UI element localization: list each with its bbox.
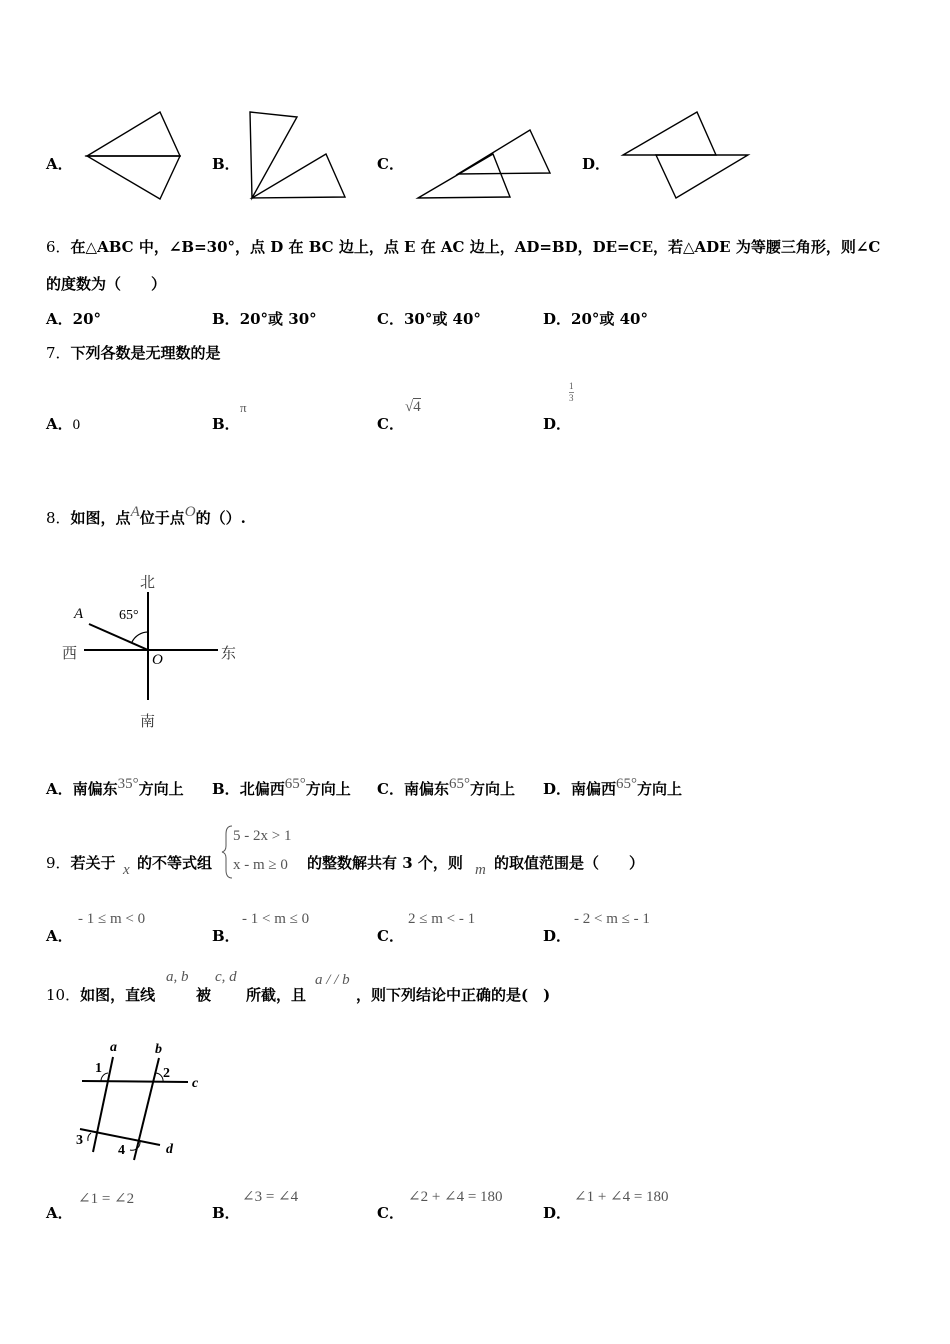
q10-stem-suffix: ，则下列结论中正确的是( ) — [356, 986, 551, 1004]
q7-stem-text: 下列各数是无理数的是 — [70, 344, 221, 362]
q10-stem-mid2: 所截，且 — [246, 986, 307, 1004]
q9-number: 9． — [46, 854, 71, 872]
q6-option-d: D．20°或 40° — [543, 310, 648, 328]
q8-point-a: A — [130, 504, 140, 520]
q8-label-a: A — [74, 606, 84, 622]
q8-option-b: B．北偏西65°方向上 — [212, 776, 351, 798]
q10-stem-mid: 被 — [196, 986, 212, 1004]
q7-option-c-radicand: 4 — [413, 399, 421, 415]
q6-option-c: C．30°或 40° — [377, 310, 481, 328]
q8-label-angle: 65° — [119, 608, 139, 623]
q9-var-m: m — [475, 862, 486, 878]
q9-system-line2: x - m ≥ 0 — [233, 857, 288, 873]
q8-label-west: 西 — [62, 644, 78, 662]
q10-option-b-expr: ∠3 = ∠4 — [242, 1189, 299, 1205]
q5-option-d-letter: D． — [582, 155, 611, 173]
q9-option-c-letter: C． — [377, 927, 404, 945]
q10-option-c-letter: C． — [377, 1204, 404, 1222]
q10-number: 10． — [46, 986, 81, 1004]
q9-option-b-letter: B． — [212, 927, 240, 945]
q7-option-a: A．0 — [46, 415, 81, 433]
q9-option-c-expr: 2 ≤ m < - 1 — [408, 911, 476, 927]
q10-label-3: 3 — [76, 1133, 83, 1148]
q7-option-c-sqrt: √4 — [405, 399, 421, 415]
q10-lines-cd: c, d — [215, 969, 237, 985]
q6-option-a: A．20° — [46, 310, 102, 328]
q10-option-d-expr: ∠1 + ∠4 = 180 — [574, 1189, 669, 1205]
q8-option-a: A．南偏东35°方向上 — [46, 776, 184, 798]
q7-option-d-letter: D． — [543, 415, 572, 433]
q6-stem-line2: 的度数为（ ） — [46, 275, 167, 293]
q7-option-b-letter: B． — [212, 415, 240, 433]
q7-number: 7． — [46, 344, 71, 362]
q10-label-4: 4 — [118, 1143, 125, 1158]
q10-option-a-expr: ∠1 = ∠2 — [78, 1191, 135, 1207]
q7-option-b-pi: π — [240, 400, 247, 415]
q10-label-a: a — [110, 1040, 117, 1055]
q9-stem-suffix: 的取值范围是（ ） — [494, 854, 645, 872]
q5-option-a-letter: A． — [46, 155, 73, 173]
q10-option-a-letter: A． — [46, 1204, 73, 1222]
q9-var-x: x — [123, 862, 130, 878]
q10-option-c-expr: ∠2 + ∠4 = 180 — [408, 1189, 503, 1205]
q10-label-1: 1 — [95, 1061, 102, 1076]
q8-option-d: D．南偏西65°方向上 — [543, 776, 683, 798]
q8-label-south: 南 — [140, 712, 156, 730]
q10-option-d-letter: D． — [543, 1204, 572, 1222]
q8-stem: 8．如图，点A位于点O的（）. — [46, 504, 246, 527]
q9-option-a-expr: - 1 ≤ m < 0 — [78, 911, 146, 927]
q9-stem-mid2: 的整数解共有 3 个，则 — [307, 854, 463, 872]
q7-option-d-numerator: 1 — [569, 381, 574, 391]
q9-system-line1: 5 - 2x > 1 — [233, 828, 292, 844]
q9-stem-start: 9．若关于 — [46, 854, 116, 872]
q10-parallel: a / / b — [315, 972, 350, 988]
q10-option-b-letter: B． — [212, 1204, 240, 1222]
q7-option-c-letter: C． — [377, 415, 404, 433]
q10-arc-1 — [101, 1073, 108, 1081]
q10-arc-2 — [156, 1073, 163, 1082]
q6-number: 6． — [46, 238, 71, 256]
q8-number: 8． — [46, 509, 71, 527]
q7-option-d-denominator: 3 — [569, 393, 574, 403]
q9-option-d-expr: - 2 < m ≤ - 1 — [574, 911, 650, 927]
q6-option-b: B．20°或 30° — [212, 310, 317, 328]
q9-stem-mid: 的不等式组 — [137, 854, 213, 872]
q8-point-o: O — [184, 504, 196, 520]
q5-option-c-letter: C． — [377, 155, 404, 173]
q10-label-d: d — [166, 1142, 173, 1157]
q10-label-2: 2 — [163, 1066, 170, 1081]
q9-option-b-expr: - 1 < m ≤ 0 — [242, 911, 310, 927]
q9-option-a-letter: A． — [46, 927, 73, 945]
q6-line1-text: 在△ABC 中，∠B=30°，点 D 在 BC 边上，点 E 在 AC 边上，AD=BD，DE=CE，若△ADE 为等腰三角形，则∠C — [70, 238, 881, 256]
q10-label-c: c — [192, 1076, 199, 1091]
q10-lines-ab: a, b — [166, 969, 189, 985]
q8-option-c: C．南偏东65°方向上 — [377, 776, 515, 798]
q10-stem-start: 10．如图，直线 — [46, 986, 156, 1004]
q8-label-north: 北 — [140, 573, 156, 591]
q10-arc-3 — [88, 1133, 91, 1141]
q9-option-d-letter: D． — [543, 927, 572, 945]
q10-label-b: b — [155, 1042, 162, 1057]
q10-line-c — [82, 1081, 188, 1082]
q8-label-east: 东 — [221, 644, 237, 662]
q5-option-b-letter: B． — [212, 155, 240, 173]
q8-label-o: O — [152, 652, 163, 668]
